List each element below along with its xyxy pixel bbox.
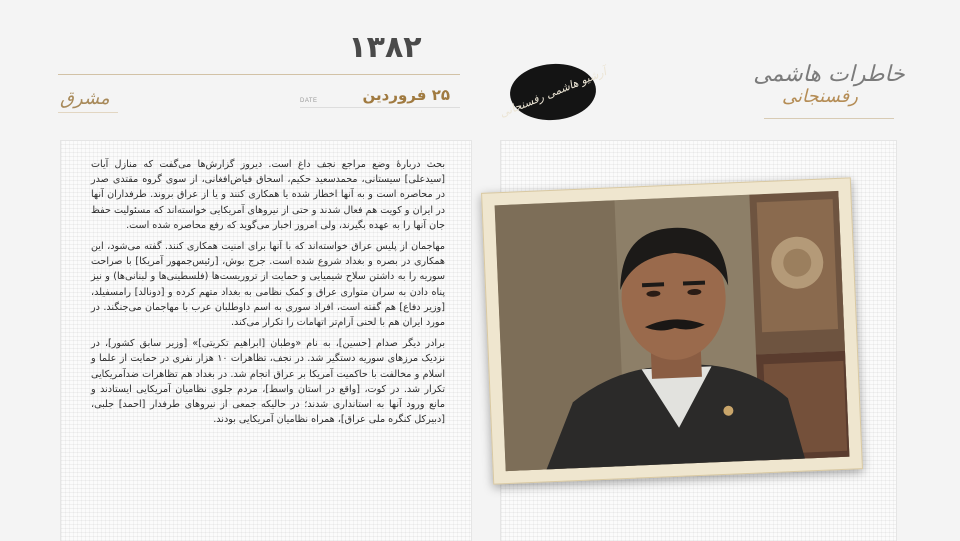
vintage-photo-frame bbox=[481, 177, 863, 484]
title-underline bbox=[764, 118, 894, 119]
portrait-illustration bbox=[495, 191, 850, 471]
text-panel bbox=[60, 140, 472, 541]
title-line-2: رفسنجانی bbox=[782, 86, 858, 108]
memoir-title-logo bbox=[753, 50, 905, 122]
title-line-1: خاطرات هاشمی bbox=[753, 62, 905, 88]
header-divider bbox=[58, 74, 460, 75]
article-body bbox=[91, 157, 445, 433]
archive-seal-logo bbox=[497, 61, 609, 123]
portrait-photo bbox=[495, 191, 850, 471]
paragraph-3: برادر دیگر صدام [حسین]، به نام «وطبان [ابراهیم تکریتی]» [وزیر سابق کشور]، در نزدیک مرزهای سوریه دستگیر شد. در نجف، تظاهرات ۱۰ هزار نفری در حمایت از علما و اسلام و مخالفت با حاکمیت آمریکا بر عراق انجام شد. در بغداد هم تظاهرات ضدآمریکایی تکرار شد. در کوت، [واقع در استان واسط]، مردم جلوی نظامیان آمریکایی ایستادند و مانع ورود آنها به استانداری شدند؛ در حالیکه جمعی از نیروهای طرفدار [احمد] جلبی، [دبیرکل کنگره ملی عراق]، همراه نظامیان آمریکایی بودند. bbox=[91, 338, 445, 426]
date-text: ۲۵ فروردین bbox=[362, 86, 450, 104]
paragraph-1: بحث دربارۀ وضع مراجع نجف داغ است. دیروز گزارش‌ها می‌گفت که منازل آیات [سیدعلی] سیستانی، محمدسعید حکیم، اسحاق فیاض‌افغانی، از سوی گروه مقتدی صدر در محاصره است و به آنها اخطار شده یا همکاری کنند و یا از عراق بروند. طرفداران آنها در ایران و کویت هم فعال شدند و حتی از نیروهای آمریکایی خواسته‌اند که مسئولیت حفظ جان آنها را به عهده بگیرند، ولی امروز اخبار می‌گوید که رفع محاصره شده است. bbox=[91, 159, 445, 231]
logo-underline bbox=[58, 112, 118, 113]
paragraph-2: مهاجمان از پلیس عراق خواسته‌اند که با آنها برای امنیت همکاری کنند. گفته می‌شود، این همکاری در بصره و بغداد شروع شده است. جرج بوش، [رئیس‌جمهور آمریکا] با صراحت سوریه را به داشتن سلاح شیمیایی و حمایت از تروریست‌ها (فلسطینی‌ها و لبنانی‌ها) و نیز پناه دادن به سران متواری عراق و کمک نظامی به بغداد متهم کرده و [دونالد] رامسفیلد، [وزیر دفاع] هم گفته است، افراد سوری به اسم داوطلبان عرب با مهاجمان می‌جنگند. در مورد ایران هم با لحنی آرام‌تر اتهامات را تکرار می‌کند. bbox=[91, 241, 445, 329]
date-underline bbox=[300, 107, 460, 108]
year-heading: ۱۳۸۲ bbox=[348, 30, 422, 65]
date-label: DATE bbox=[300, 98, 318, 104]
seal-text: آرشیو هاشمی رفسنجانی bbox=[497, 64, 609, 120]
mashregh-logo: مشرق bbox=[60, 88, 110, 109]
